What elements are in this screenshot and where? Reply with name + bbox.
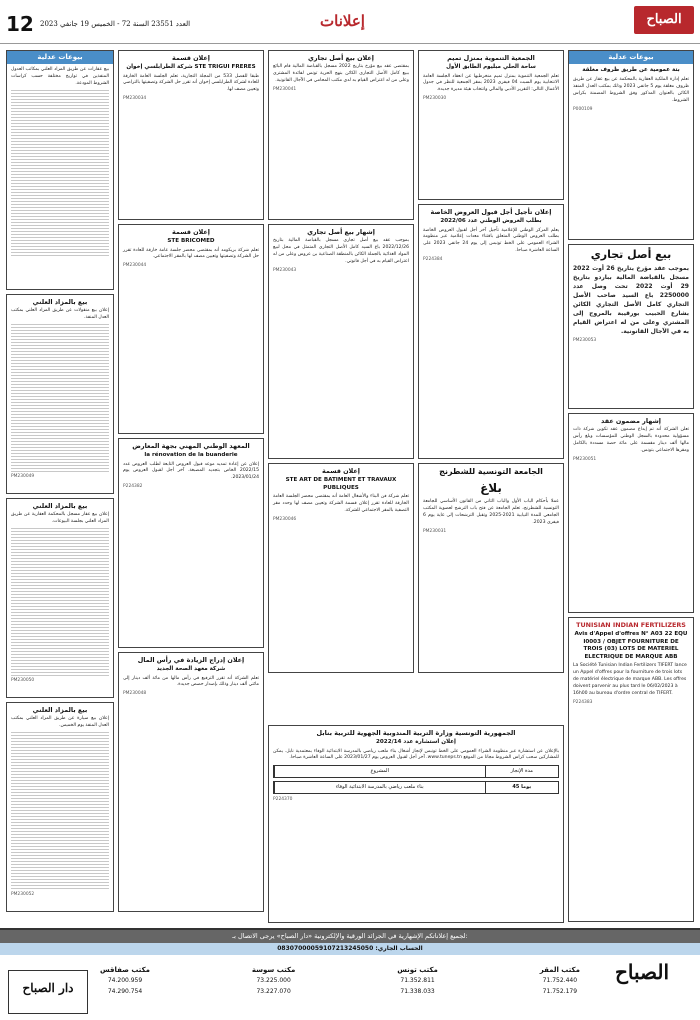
office-phone: 73.225.000	[256, 977, 291, 985]
footer-offices	[100, 966, 580, 998]
ad-ref: PM230044	[123, 263, 147, 269]
ad-text: عملا بأحكام الباب الأول والباب الثاني من القانون الأساسي للجامعة التونسية للشطرنج، تعلم الجامعة عن فتح باب الترشح لعضوية المكتب الجامعي للمدة النيابية 2021-2025 وتقبل الترشحات إلى غاية يوم 6 فيفري 2023.	[423, 499, 559, 525]
ad-ref: P224384	[423, 257, 443, 263]
table-cell: بناء ملعب رياضي بالمدرسة الابتدائية الوفاء	[274, 782, 485, 793]
ad-text: إعلان بيع سيارة عن طريق المزاد العلني بمكتب العدل المنفذ يوم الخميس.	[11, 716, 109, 728]
ad-subtitle: بلاغ	[480, 481, 502, 495]
ad-ref: PM230034	[123, 96, 147, 102]
ad-box	[118, 652, 264, 912]
ad-ref: PM230049	[11, 473, 35, 479]
column-4	[118, 50, 264, 912]
ad-ref: PM230051	[573, 456, 597, 462]
office-item	[397, 966, 438, 998]
ad-title: إعلان قسمة	[322, 467, 360, 475]
ad-text: بالإعلان عن استشارة عبر منظومة الشراء العمومي على الخط تونبس لإنجاز أشغال بناء ملعب رياضي بالمدرسة الابتدائية الوفاء بمعتمدية نابل. يمكن للمشاركين سحب كراس الشروط مجانا من الموقع www.tuneps.tn. آخر أجل لقبول العروض يوم 2023/01/27 على الساعة العاشرة صباحا.	[273, 748, 559, 761]
office-name: مكتب صفاقس	[100, 966, 151, 974]
office-phone: 71.352.811	[400, 977, 435, 985]
ad-text: تعلن الشركة أنه تم إيداع مضمون عقد تكوين شركة ذات مسؤولية محدودة بالسجل الوطني للمؤسسات وبلغ رأس مالها ألف دينار مقسمة على مائة حصة مسددة بالكامل ومقرها الاجتماعي بتونس.	[573, 427, 689, 453]
ad-subtitle: شركة معهد الصحة الجديد	[156, 666, 226, 672]
ad-title: الجمهورية التونسية وزارة التربية المندوبية الجهوية للتربية بنابل	[316, 729, 516, 737]
ad-ref: PM230041	[273, 86, 297, 92]
page-number: 12	[6, 12, 34, 36]
ad-subtitle: ساحة الحلي مبليوم الطابق الأول	[446, 64, 536, 70]
table-cell: 45 يوما	[485, 782, 559, 793]
ad-box	[418, 204, 564, 459]
column-2	[418, 50, 564, 673]
ad-subtitle: STE ART DE BATIMENT ET TRAVAUX PUBLIQUES	[285, 477, 397, 491]
footer-account: الحساب الجاري: 08307000059107213245050	[0, 943, 700, 955]
page-header	[0, 0, 700, 44]
ad-title: إعلان بيع أصل تجاري	[308, 54, 374, 62]
office-phone: 74.200.959	[107, 977, 143, 985]
office-phone: 71.752.440	[542, 977, 578, 985]
ad-box	[418, 50, 564, 200]
ad-box	[6, 702, 114, 912]
ad-text: تعلم شركة بريكومد أنه بمقتضى محضر جلسة عامة خارقة للعادة تقرر حل الشركة وتصفيتها وتعيين مصف لها بالمقر الاجتماعي.	[123, 247, 259, 260]
ad-ref: P224382	[123, 484, 143, 490]
ad-title: الجمعية التنموية بمنزل تميم	[447, 54, 535, 62]
ad-box	[268, 50, 414, 220]
column-3	[268, 50, 414, 673]
ad-box	[268, 224, 414, 459]
ad-text: تعلم إدارة الملكية العقارية بالمحكمة عن بيع عقار عن طريق ظروف مغلقة يوم 5 جانفي 2023 وذلك بمكتب العدل المنفذ الكائن بالعنوان المذكور وفق الشروط المضمنة بكراس الشروط.	[573, 76, 689, 103]
ad-text: بمقتضى عقد بيع مؤرخ بتاريخ 2022 مسجل بالقباضة المالية قام البائع ببيع كامل الأصل التجاري الكائن بنهج الحرية تونس لفائدة المشتري وعلى من له اعتراض القيام به لدى مكتب المحامي في الآجال القانونية.	[273, 64, 409, 83]
tender-notice	[268, 725, 564, 923]
ad-box	[568, 50, 694, 240]
ad-title: إشهار بيع أصل تجاري	[307, 228, 375, 236]
ad-subtitle: بتة عمومية عن طريق ظروف مغلقة	[582, 67, 680, 74]
table-header-project: المشروع	[274, 766, 485, 777]
ad-title: بيع بالمزاد العلني	[32, 502, 88, 510]
footer-right-logo: الصباح	[614, 960, 670, 984]
ad-title: بيوعات عدلية	[7, 51, 113, 64]
ad-ref: PM230030	[423, 96, 447, 102]
ad-box	[568, 413, 694, 613]
ad-box	[6, 498, 114, 698]
footer-left-logo: دار الصباح	[8, 970, 88, 1014]
ad-ref: PM230048	[123, 691, 147, 697]
ad-text: إعلان عن إعادة تمديد موعد قبول العروض التابعة لطلب العروض عدد 2022/15 الخاص بتجديد المصبغة. آخر أجل لقبول العروض يوم 2023/01/24.	[123, 461, 259, 481]
ad-ref: PM230031	[423, 528, 447, 534]
ad-text: تعلم شركة فن البناء والأشغال العامة أنه بمقتضى محضر الجلسة العامة الخارقة للعادة تقرر إعلان قسمة الشركة وتعيين مصف لها وحدد مقر التصفية بالمقر الاجتماعي للشركة.	[273, 494, 409, 513]
ad-title: بيع بالمزاد العلني	[32, 706, 88, 714]
text-lines	[11, 730, 109, 890]
table-header-duration: مدة الإنجاز	[485, 766, 559, 777]
text-lines	[11, 322, 109, 472]
text-lines	[11, 526, 109, 676]
office-item	[100, 966, 150, 998]
office-fax: 73.227.070	[256, 987, 291, 995]
column-1	[568, 50, 694, 922]
ad-title: إعلان قسمة	[172, 228, 210, 236]
page-footer	[0, 928, 700, 1020]
ad-ref: PM230052	[11, 891, 35, 897]
ad-ref: P000109	[573, 106, 593, 112]
ad-text: إعلان بيع منقولات عن طريق المزاد العلني بمكتب العدل المنفذ.	[11, 308, 109, 320]
ad-ref: PM230050	[11, 677, 35, 683]
office-name: مكتب المقر	[539, 966, 580, 974]
ad-title: إعلان قسمة	[172, 54, 210, 62]
section-title: إعلانات	[320, 12, 365, 30]
ad-subtitle: بطلب العروض الوطني عدد 2022/06	[440, 218, 542, 224]
ad-box	[568, 617, 694, 922]
ad-box	[118, 224, 264, 434]
ad-title: بيع أصل تجاري	[590, 248, 672, 261]
ad-title: بيع بالمزاد العلني	[32, 298, 88, 306]
ad-box	[6, 50, 114, 290]
column-5	[6, 50, 114, 912]
ad-title: إشهار مضمون عقد	[601, 417, 661, 425]
ad-subtitle: شركة الطرابلسي إخوان STE TRIGUI FRERES	[126, 64, 256, 70]
ad-box	[268, 463, 414, 673]
ad-title: الجامعة التونسية للشطرنج	[439, 467, 543, 476]
office-fax: 74.290.754	[107, 987, 143, 995]
ad-text: إعلان بيع عقار مسجل بالمحكمة العقارية عن طريق المزاد العلني بجلسة البيوعات.	[11, 512, 109, 524]
ad-text: يعلم المركز الوطني للإعلامية تأجيل آخر أجل لقبول العروض الخاصة بطلب العروض الوطني المتعلق باقتناء معدات إعلامية عبر منظومة الشراء العمومي على الخط تونبس إلى يوم 24 جانفي 2023 على الساعة العاشرة صباحا.	[423, 227, 559, 254]
office-item	[252, 966, 296, 998]
issue-date: العدد 23551 السنة 72 - الخميس 19 جانفي 2023	[40, 20, 191, 28]
ad-ref: P224383	[573, 699, 593, 705]
ad-text: تعلم الشركة أنه تقرر الترفيع في رأس مالها من مائة ألف دينار إلى مائتي ألف دينار وذلك بإصدار حصص جديدة.	[123, 675, 259, 688]
footer-contact-bar: لجميع إعلاناتكم الإشهارية في الجرائد الورقية والإلكترونية «دار الصباح» يرجى الاتصال بـ:	[0, 930, 700, 943]
office-item	[540, 966, 580, 998]
office-name: مكتب سوسة	[251, 966, 296, 974]
ad-text: تعلم الجمعية التنموية بمنزل تميم منخرطيها عن انعقاد الجلسة العامة الانتخابية يوم السبت 04 فيفري 2023 بمقر الجمعية للنظر في جدول الأعمال التالي: التقرير الأدبي والمالي وانتخاب هيئة مديرة جديدة.	[423, 73, 559, 93]
ad-subtitle: STE BRICOMED	[167, 238, 215, 244]
ad-title: المعهد الوطني المهني بجهة المعارض	[132, 442, 250, 450]
ad-box	[418, 463, 564, 673]
ad-ref: PM230043	[273, 267, 297, 273]
ad-text: بيع عقارات عن طريق المزاد العلني بمكاتب العدول المنفذين في تواريخ مختلفة حسب كراسات الشروط المودعة.	[11, 67, 109, 87]
ad-box	[118, 50, 264, 220]
tender-table	[273, 765, 559, 778]
ad-text: بموجب عقد مؤرخ بتاريخ 26 أوت 2022 مسجل بالقباضة المالية بباردو بتاريخ 29 أوت 2022 تحت وصل عدد 2250000 باع السيد صاحب الأصل التجاري كامل الأصل التجاري الكائن بشارع الحبيب بورقيبة بالمروج إلى المشتري وعلى من له اعتراض القيام به في الآجال القانونية.	[573, 264, 689, 335]
office-fax: 71.752.179	[542, 987, 578, 995]
ad-subtitle: إعلان استشارة عدد 2022/14	[376, 739, 456, 745]
ad-title: بيوعات عدلية	[569, 51, 693, 64]
ad-title: إعلان تأجيل أجل قبول العروض الخاصة	[430, 208, 552, 216]
ad-ref: PM230053	[573, 337, 597, 343]
text-lines	[11, 88, 109, 258]
ad-title: إعلان إدراج الزيادة في رأس المال	[137, 656, 245, 664]
ad-box	[6, 294, 114, 494]
newspaper-logo: الصباح	[634, 6, 694, 34]
ad-title: TUNISIAN INDIAN FERTILIZERS	[576, 621, 686, 629]
ad-text: بموجب عقد بيع أصل تجاري مسجل بالقباضة المالية بتاريخ 2022/12/26 باع السيد كامل الأصل التجاري المتمثل في محل لبيع المواد الغذائية بالجملة الكائن بالمنطقة الصناعية بن عروس وعلى من له اعتراض القيام به في أجل قانوني.	[273, 238, 409, 264]
ad-subtitle: Avis d'Appel d'offres N° A03 22 EQU I0003 / OBJET FOURNITURE DE TROIS (03) LOTS DE MATERIEL ELECTRIQUE DE MARQUE ABB	[574, 631, 688, 660]
ad-text: La Société Tunisian Indian Fertilizers TIFERT lance un Appel d'offres pour la fourniture de trois lots de matériel électrique de marque ABB. Les offres doivent parvenir au plus tard le 06/02/2023 à 16h00 au bureau d'ordre central de TIFERT.	[573, 663, 687, 696]
ad-box	[568, 244, 694, 409]
office-name: مكتب تونس	[397, 966, 438, 974]
ad-subtitle: la rénovation de la buanderie	[144, 452, 238, 458]
ad-ref: P224370	[273, 796, 293, 802]
ad-box	[118, 438, 264, 648]
ad-text: طبقا للفصل 533 من المجلة التجارية، تعلم الجلسة العامة الخارقة للعادة لشركة الطرابلسي إخوان أنه تقرر حل الشركة وتصفيتها بالتراضي وتعيين مصف لها.	[123, 73, 259, 93]
ad-ref: PM230046	[273, 516, 297, 522]
table-row	[273, 781, 559, 794]
office-fax: 71.338.033	[400, 987, 435, 995]
